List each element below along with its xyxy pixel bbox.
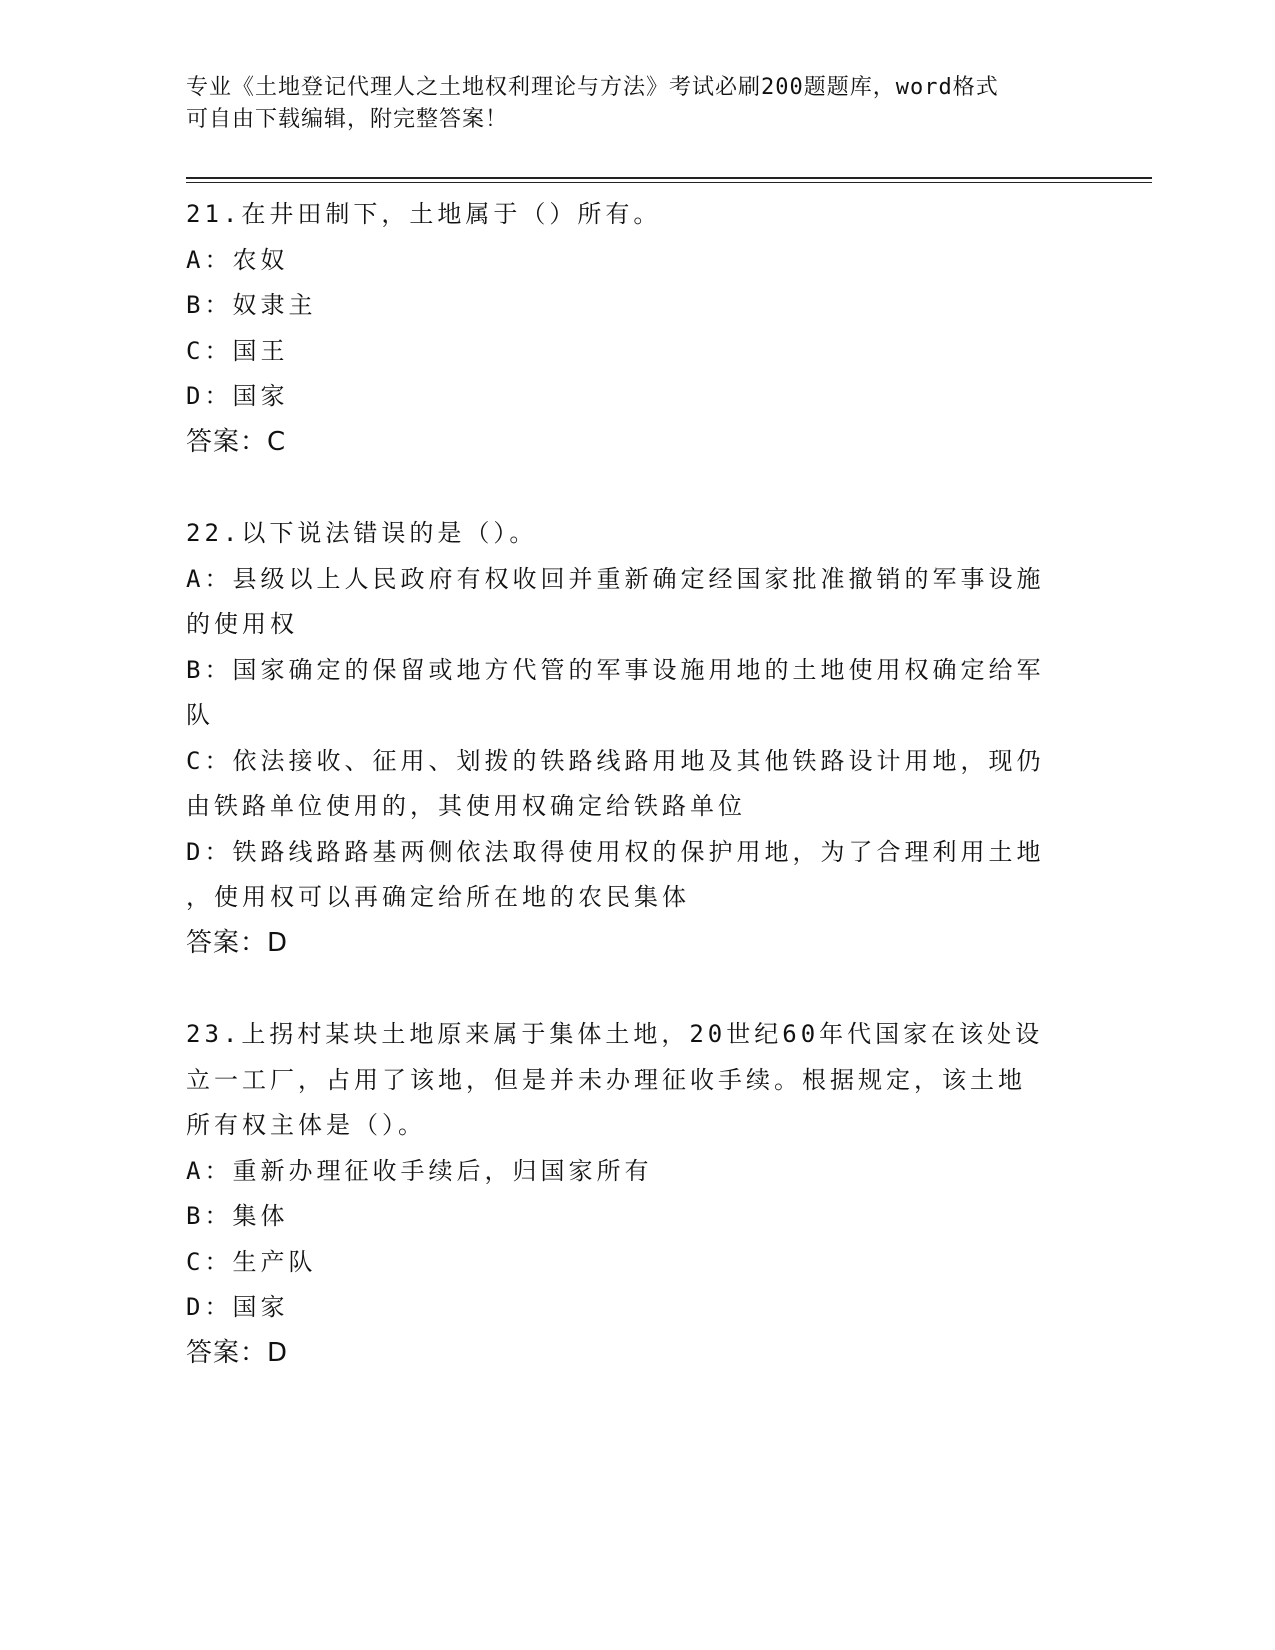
question-23 bbox=[186, 1012, 1066, 1376]
question-stem-continued: 所有权主体是（）。 bbox=[186, 1111, 426, 1139]
option-d: D：国家 bbox=[186, 1293, 289, 1321]
header-line-2: 可自由下载编辑，附完整答案！ bbox=[186, 107, 509, 132]
document-header bbox=[186, 72, 1066, 136]
option-b: B：国家确定的保留或地方代管的军事设施用地的土地使用权确定给军 bbox=[186, 655, 1045, 684]
option-d: D：国家 bbox=[186, 382, 289, 410]
question-stem: 23.上拐村某块土地原来属于集体土地，20世纪60年代国家在该处设 bbox=[186, 1020, 1044, 1048]
question-stem: 22.以下说法错误的是（）。 bbox=[186, 519, 538, 547]
question-stem: 21.在井田制下，土地属于（）所有。 bbox=[186, 200, 662, 228]
option-b: B：集体 bbox=[186, 1202, 289, 1230]
option-d-continued: ，使用权可以再确定给所在地的农民集体 bbox=[186, 883, 690, 911]
option-c: C：依法接收、征用、划拨的铁路线路用地及其他铁路设计用地，现仍 bbox=[186, 746, 1045, 775]
option-b-continued: 队 bbox=[186, 701, 214, 729]
header-divider-thick bbox=[186, 177, 1152, 179]
answer: 答案：C bbox=[186, 426, 287, 457]
option-c: C：生产队 bbox=[186, 1247, 317, 1276]
header-line-1: 专业《土地登记代理人之土地权利理论与方法》考试必刷200题题库，word格式 bbox=[186, 75, 999, 100]
option-a: A：农奴 bbox=[186, 245, 289, 274]
answer: 答案：D bbox=[186, 1337, 289, 1368]
question-22 bbox=[186, 511, 1066, 966]
question-21 bbox=[186, 192, 1066, 465]
question-list bbox=[186, 192, 1066, 1422]
option-c: C：国王 bbox=[186, 336, 289, 365]
option-a: A：县级以上人民政府有权收回并重新确定经国家批准撤销的军事设施 bbox=[186, 564, 1045, 593]
option-c-continued: 由铁路单位使用的，其使用权确定给铁路单位 bbox=[186, 792, 746, 820]
option-d: D：铁路线路路基两侧依法取得使用权的保护用地，为了合理利用土地 bbox=[186, 837, 1045, 866]
option-a: A：重新办理征收手续后，归国家所有 bbox=[186, 1156, 653, 1185]
option-a-continued: 的使用权 bbox=[186, 610, 298, 638]
question-stem-continued: 立一工厂，占用了该地，但是并未办理征收手续。根据规定，该土地 bbox=[186, 1065, 1026, 1094]
answer: 答案：D bbox=[186, 927, 289, 958]
header-divider-thin bbox=[186, 182, 1152, 183]
option-b: B：奴隶主 bbox=[186, 291, 317, 319]
